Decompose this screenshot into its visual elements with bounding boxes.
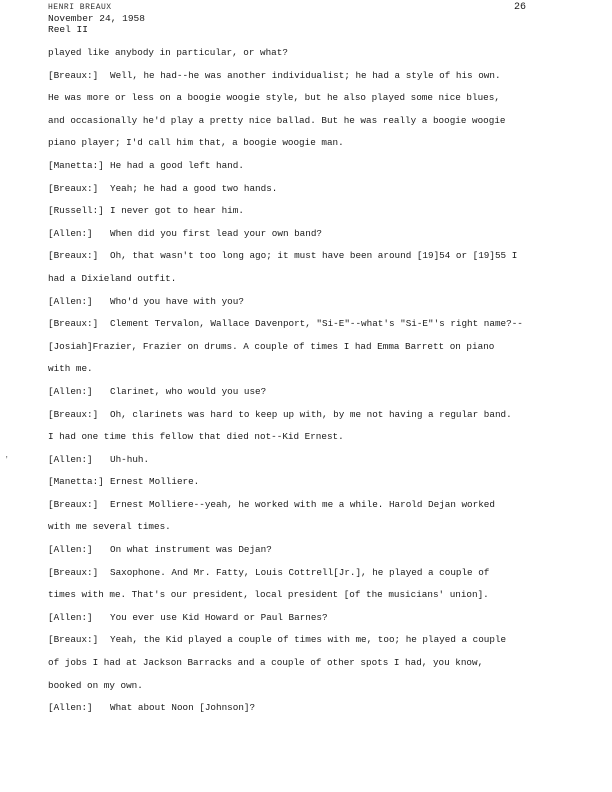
line-text: Yeah, the Kid played a couple of times with me, too; he played a couple	[110, 634, 507, 646]
speaker-label: [Breaux:]	[48, 408, 99, 420]
transcript-line	[48, 607, 580, 630]
transcript-line	[48, 313, 580, 336]
transcript-line	[48, 223, 580, 246]
line-text: piano player; I'd call him that, a boogie woogie man.	[48, 137, 344, 149]
transcript-line	[48, 449, 580, 472]
line-text: Ernest Molliere.	[110, 476, 200, 488]
transcript-line	[48, 132, 580, 155]
speaker-label: [Breaux:]	[48, 250, 99, 262]
line-text: I had one time this fellow that died not--Kid Ernest.	[48, 431, 344, 443]
transcript-line	[48, 268, 580, 291]
line-text: Well, he had--he was another individualist; he had a style of his own.	[110, 69, 501, 81]
transcript-line	[48, 65, 580, 88]
line-text: had a Dixieland outfit.	[48, 272, 177, 284]
transcript-line	[48, 291, 580, 314]
transcript-line	[48, 245, 580, 268]
line-text: Oh, clarinets was hard to keep up with, by me not having a regular band.	[110, 408, 512, 420]
speaker-label: [Allen:]	[48, 702, 93, 714]
line-text: Yeah; he had a good two hands.	[110, 182, 278, 194]
transcript-line	[48, 652, 580, 675]
line-text: Saxophone. And Mr. Fatty, Louis Cottrell[Jr.], he played a couple of	[110, 566, 490, 578]
transcript-line	[48, 471, 580, 494]
margin-mark: ʼ	[4, 456, 10, 466]
line-text: with me several times.	[48, 521, 171, 533]
transcript-line	[48, 336, 580, 359]
line-text: Ernest Molliere--yeah, he worked with me a while. Harold Dejan worked	[110, 498, 495, 510]
line-text: Who'd you have with you?	[110, 295, 244, 307]
transcript-line	[48, 516, 580, 539]
speaker-label: [Breaux:]	[48, 182, 99, 194]
line-text: What about Noon [Johnson]?	[110, 702, 256, 714]
page-number: 26	[514, 2, 527, 13]
line-text: booked on my own.	[48, 679, 143, 691]
speaker-label: [Breaux:]	[48, 566, 99, 578]
transcript-line	[48, 404, 580, 427]
speaker-label: [Allen:]	[48, 385, 93, 397]
speaker-label: [Breaux:]	[48, 498, 99, 510]
transcript-line	[48, 358, 580, 381]
speaker-label: [Breaux:]	[48, 634, 99, 646]
transcript-line	[48, 200, 580, 223]
transcript-line	[48, 697, 580, 720]
speaker-label: [Manetta:]	[48, 476, 104, 488]
transcript-line	[48, 494, 580, 517]
transcript-line	[48, 42, 580, 65]
transcript-line	[48, 381, 580, 404]
line-text: Uh-huh.	[110, 453, 150, 465]
transcript-line	[48, 539, 580, 562]
speaker-label: [Allen:]	[48, 453, 93, 465]
transcript-line	[48, 87, 580, 110]
line-text: with me.	[48, 363, 93, 375]
speaker-label: [Allen:]	[48, 227, 93, 239]
transcript-line	[48, 584, 580, 607]
transcript-line	[48, 629, 580, 652]
line-text: On what instrument was Dejan?	[110, 544, 272, 556]
speaker-label: [Manetta:]	[48, 159, 104, 171]
speaker-label: [Allen:]	[48, 295, 93, 307]
line-text: and occasionally he'd play a pretty nice ballad. But he was really a boogie woogie	[48, 114, 506, 126]
transcript-line	[48, 562, 580, 585]
transcript-line	[48, 426, 580, 449]
speaker-label: [Allen:]	[48, 544, 93, 556]
line-text: [Josiah]Frazier, Frazier on drums. A couple of times I had Emma Barrett on piano	[48, 340, 495, 352]
speaker-label: [Breaux:]	[48, 69, 99, 81]
line-text: You ever use Kid Howard or Paul Barnes?	[110, 611, 328, 623]
line-text: I never got to hear him.	[110, 205, 244, 217]
line-text: played like anybody in particular, or what?	[48, 47, 288, 58]
header-date: November 24, 1958	[48, 13, 145, 24]
transcript-body	[48, 42, 580, 720]
line-text: He had a good left hand.	[110, 159, 244, 171]
line-text: He was more or less on a boogie woogie style, but he also played some nice blues,	[48, 92, 500, 104]
transcript-line	[48, 675, 580, 698]
transcript-line	[48, 155, 580, 178]
speaker-label: [Allen:]	[48, 611, 93, 623]
line-text: Clement Tervalon, Wallace Davenport, "Si-E"--what's "Si-E"'s right name?--	[110, 318, 523, 330]
header-reel: Reel II	[48, 24, 88, 35]
line-text: When did you first lead your own band?	[110, 227, 323, 239]
transcript-line	[48, 178, 580, 201]
line-text: Clarinet, who would you use?	[110, 385, 267, 397]
speaker-label: [Russell:]	[48, 205, 104, 217]
transcript-line	[48, 110, 580, 133]
line-text: times with me. That's our president, local president [of the musicians' union].	[48, 589, 489, 601]
line-text: of jobs I had at Jackson Barracks and a couple of other spots I had, you know,	[48, 657, 484, 669]
line-text: Oh, that wasn't too long ago; it must have been around [19]54 or [19]55 I	[110, 250, 518, 262]
header-interviewee: HENRI BREAUX	[48, 3, 112, 12]
speaker-label: [Breaux:]	[48, 318, 99, 330]
